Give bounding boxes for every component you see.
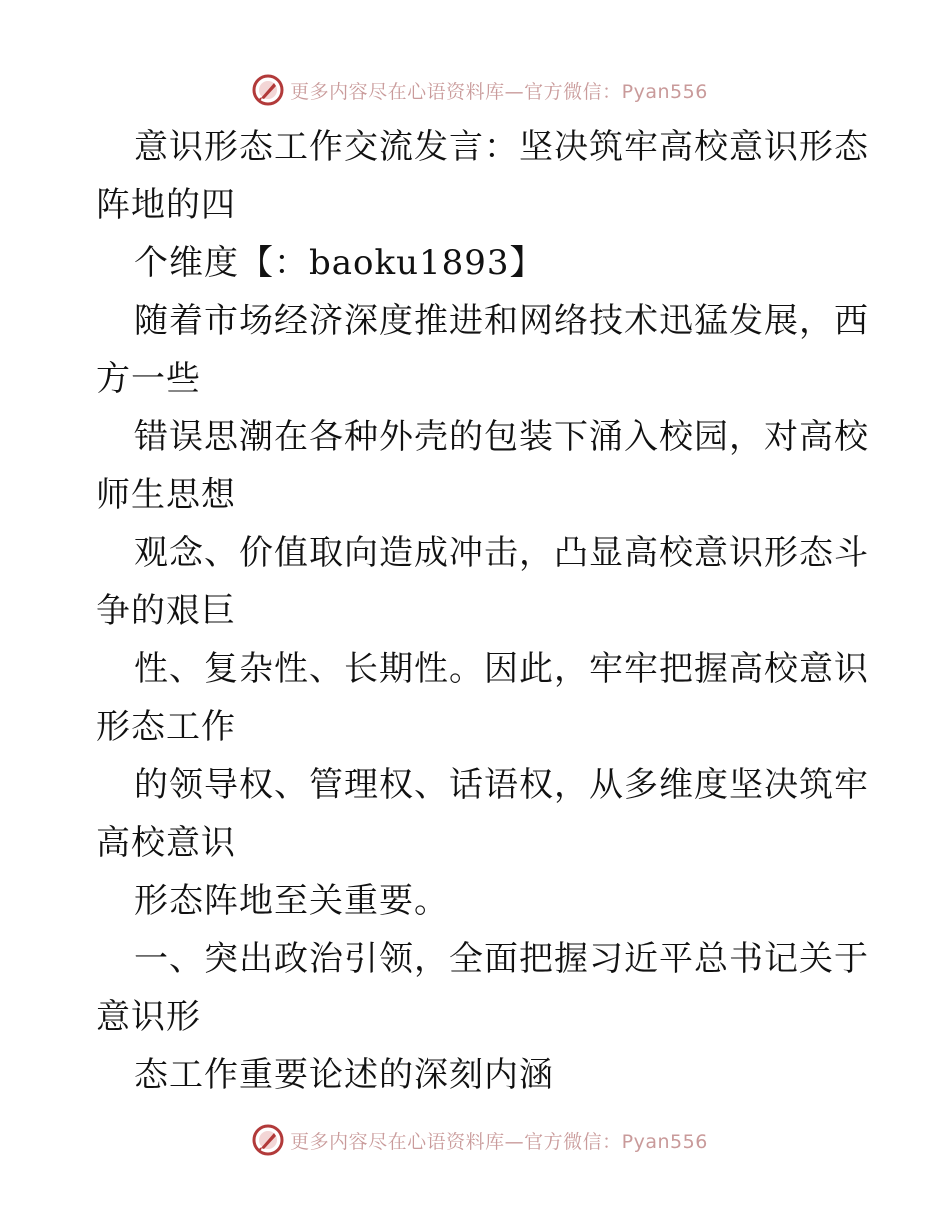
header-banner [0,70,950,110]
header-banner-text: 更多内容尽在心语资料库—官方微信：Pyan556 [290,80,708,103]
text-line: 阵地的四 [96,185,236,225]
text-line: 形态工作 [96,707,236,747]
text-line: 方一些 [96,359,201,399]
text-line: 观念、价值取向造成冲击，凸显高校意识形态斗 [134,533,869,573]
text-line: 个维度【：baoku1893】 [134,243,545,283]
feather-pen-logo-icon [252,74,284,106]
text-line: 师生思想 [96,475,236,515]
text-line: 意识形 [96,997,201,1037]
text-line: 高校意识 [96,823,236,863]
text-line: 错误思潮在各种外壳的包装下涌入校园，对高校 [134,417,869,457]
text-line: 一、突出政治引领，全面把握习近平总书记关于 [134,939,869,979]
feather-pen-logo-icon [252,1124,284,1156]
footer-banner [0,1120,950,1160]
text-line: 性、复杂性、长期性。因此，牢牢把握高校意识 [134,649,869,689]
text-line: 的领导权、管理权、话语权，从多维度坚决筑牢 [134,765,869,805]
footer-banner-text: 更多内容尽在心语资料库—官方微信：Pyan556 [290,1130,708,1153]
text-line: 形态阵地至关重要。 [134,881,449,921]
text-line: 态工作重要论述的深刻内涵 [134,1055,554,1095]
text-line: 随着市场经济深度推进和网络技术迅猛发展，西 [134,301,869,341]
text-line: 意识形态工作交流发言：坚决筑牢高校意识形态 [134,127,869,167]
footer-banner-content [252,1124,708,1156]
document-body [96,118,869,1104]
header-banner-content [252,74,708,106]
text-line: 争的艰巨 [96,591,236,631]
